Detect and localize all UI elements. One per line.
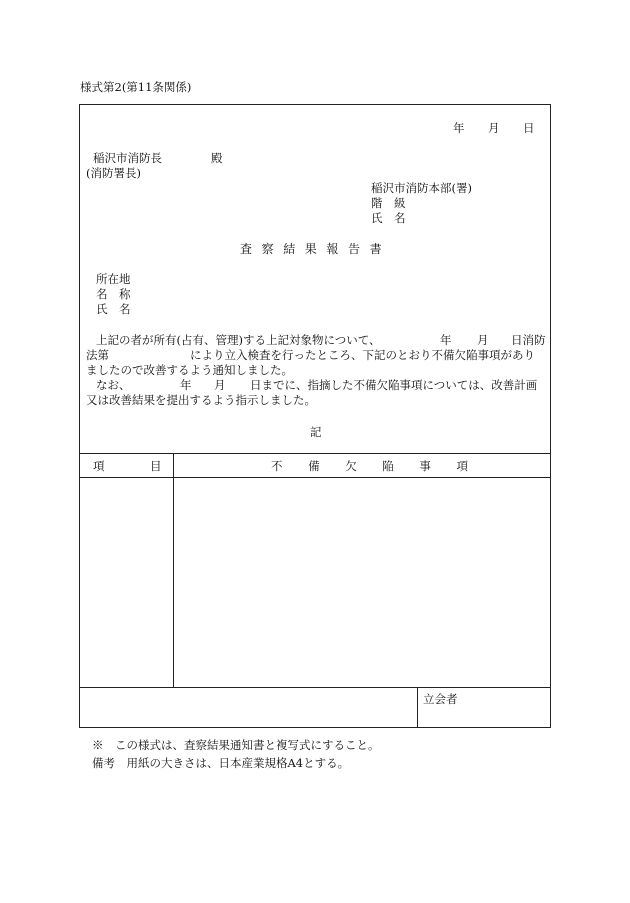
target-location-label: 所在地 <box>96 272 131 286</box>
body-p1-day: 日消防 <box>511 333 546 347</box>
target-name-label: 名 称 <box>96 287 131 301</box>
body-p2-line2: 又は改善結果を提出するよう指示しました。 <box>86 393 316 407</box>
table-top-line <box>79 453 551 454</box>
table-bottom-line <box>79 687 551 688</box>
sender-name: 氏 名 <box>371 211 406 225</box>
body-p1-law: 法第 <box>86 348 109 362</box>
note-paper-size: 備考 用紙の大きさは、日本産業規格A4とする。 <box>92 756 350 770</box>
target-person-label: 氏 名 <box>96 302 131 316</box>
form-number-label: 様式第2(第11条関係) <box>80 80 192 94</box>
addressee-name: 稲沢市消防長 <box>93 151 162 165</box>
sender-dept: 稲沢市消防本部(署) <box>371 181 472 195</box>
body-p1-month: 月 <box>477 333 489 347</box>
body-p1-line2: により立入検査を行ったところ、下記のとおり不備欠陥事項があり <box>190 348 535 362</box>
report-form <box>79 104 551 728</box>
body-p2-line1: 日までに、指摘した不備欠陥事項については、改善計画 <box>250 378 538 392</box>
addressee-honorific: 殿 <box>211 151 223 165</box>
body-p2-year: 年 <box>180 378 192 392</box>
date-month-label: 月 <box>488 121 500 135</box>
document-title: 査察結果報告書 <box>240 242 392 256</box>
date-year-label: 年 <box>453 121 465 135</box>
body-p1-line1: 上記の者が所有(占有、管理)する上記対象物について、 <box>96 333 381 347</box>
table-header-defects: 不備欠陥事項 <box>271 459 494 473</box>
sender-rank: 階 級 <box>371 196 406 210</box>
table-header-item-a: 項 <box>93 459 105 473</box>
body-p2-start: なお、 <box>96 378 131 392</box>
date-day-label: 日 <box>523 121 535 135</box>
table-header-line <box>79 477 551 478</box>
body-p1-line3: ましたので改善するよう通知しました。 <box>86 363 293 377</box>
witness-divider <box>417 687 418 728</box>
table-header-item-b: 目 <box>150 459 162 473</box>
note-carbon-copy: ※ この様式は、査察結果通知書と複写式にすること。 <box>92 738 380 752</box>
ki-label: 記 <box>310 425 322 439</box>
addressee-alt: (消防署長) <box>86 166 141 180</box>
table-column-divider <box>173 453 174 687</box>
witness-label: 立会者 <box>423 692 458 706</box>
body-p2-month: 月 <box>214 378 226 392</box>
body-p1-year: 年 <box>440 333 452 347</box>
